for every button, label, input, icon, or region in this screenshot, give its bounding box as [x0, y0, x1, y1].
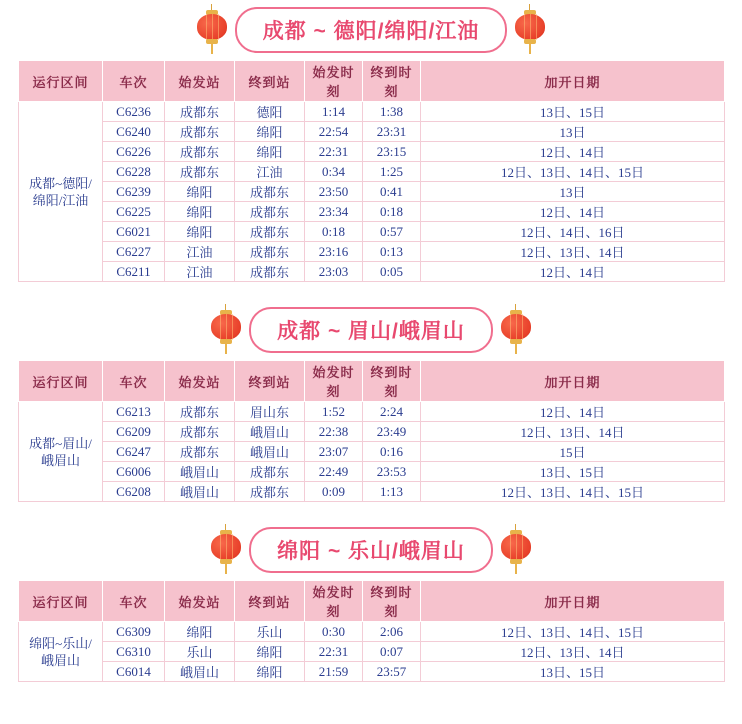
cell-dates: 12日、14日 [421, 202, 725, 222]
cell-from: 乐山 [165, 642, 235, 662]
section-2-title: 成都 ~ 眉山/峨眉山 [249, 307, 493, 353]
schedule-table-3 [18, 580, 725, 682]
cell-arrival: 0:18 [363, 202, 421, 222]
col-header-departure: 始发时刻 [305, 61, 363, 102]
table-row [19, 262, 725, 282]
cell-from: 绵阳 [165, 622, 235, 642]
cell-departure: 23:03 [305, 262, 363, 282]
region-line-1: 绵阳~乐山/ [29, 635, 92, 651]
cell-to: 成都东 [235, 482, 305, 502]
table-row [19, 462, 725, 482]
section-title-1 [0, 0, 742, 60]
col-header-departure: 始发时刻 [305, 581, 363, 622]
lantern-icon [209, 304, 243, 356]
cell-dates: 12日、14日 [421, 142, 725, 162]
col-header-from: 始发站 [165, 581, 235, 622]
table-row [19, 142, 725, 162]
cell-departure: 22:31 [305, 142, 363, 162]
cell-from: 成都东 [165, 442, 235, 462]
cell-from: 峨眉山 [165, 662, 235, 682]
col-header-train: 车次 [103, 61, 165, 102]
cell-train: C6228 [103, 162, 165, 182]
cell-dates: 15日 [421, 442, 725, 462]
cell-dates: 12日、13日、14日、15日 [421, 162, 725, 182]
schedule-table-2 [18, 360, 725, 502]
cell-train: C6213 [103, 402, 165, 422]
table-row [19, 482, 725, 502]
cell-arrival: 2:06 [363, 622, 421, 642]
cell-departure: 22:31 [305, 642, 363, 662]
region-line-1: 成都~德阳/ [29, 175, 92, 191]
cell-train: C6310 [103, 642, 165, 662]
col-header-region: 运行区间 [19, 361, 103, 402]
col-header-region: 运行区间 [19, 61, 103, 102]
cell-departure: 1:52 [305, 402, 363, 422]
cell-train: C6236 [103, 102, 165, 122]
table-row [19, 622, 725, 642]
cell-dates: 12日、13日、14日、15日 [421, 482, 725, 502]
schedule-table-1 [18, 60, 725, 282]
table-row [19, 442, 725, 462]
cell-from: 江油 [165, 262, 235, 282]
cell-departure: 23:07 [305, 442, 363, 462]
cell-arrival: 23:57 [363, 662, 421, 682]
cell-dates: 12日、13日、14日、15日 [421, 622, 725, 642]
lantern-icon [513, 4, 547, 56]
cell-dates: 13日、15日 [421, 102, 725, 122]
cell-departure: 0:09 [305, 482, 363, 502]
col-header-arrival: 终到时刻 [363, 61, 421, 102]
cell-from: 绵阳 [165, 222, 235, 242]
cell-departure: 0:18 [305, 222, 363, 242]
col-header-to: 终到站 [235, 361, 305, 402]
cell-train: C6225 [103, 202, 165, 222]
cell-dates: 12日、14日、16日 [421, 222, 725, 242]
table-header-row [19, 61, 725, 102]
cell-arrival: 0:16 [363, 442, 421, 462]
cell-arrival: 23:31 [363, 122, 421, 142]
cell-to: 眉山东 [235, 402, 305, 422]
region-line-1: 成都~眉山/ [29, 435, 92, 451]
cell-to: 成都东 [235, 242, 305, 262]
col-header-train: 车次 [103, 361, 165, 402]
table-wrap-2 [0, 360, 742, 502]
cell-to: 峨眉山 [235, 422, 305, 442]
cell-from: 绵阳 [165, 182, 235, 202]
cell-train: C6226 [103, 142, 165, 162]
cell-dates: 12日、13日、14日 [421, 422, 725, 442]
col-header-to: 终到站 [235, 61, 305, 102]
cell-from: 成都东 [165, 422, 235, 442]
cell-dates: 12日、13日、14日 [421, 642, 725, 662]
col-header-arrival: 终到时刻 [363, 581, 421, 622]
region-cell [19, 622, 103, 682]
section-title-3 [0, 520, 742, 580]
col-header-arrival: 终到时刻 [363, 361, 421, 402]
cell-train: C6014 [103, 662, 165, 682]
cell-from: 绵阳 [165, 202, 235, 222]
table-row [19, 202, 725, 222]
cell-from: 成都东 [165, 402, 235, 422]
cell-departure: 0:30 [305, 622, 363, 642]
cell-arrival: 1:38 [363, 102, 421, 122]
table-row [19, 662, 725, 682]
cell-train: C6247 [103, 442, 165, 462]
cell-departure: 0:34 [305, 162, 363, 182]
cell-to: 绵阳 [235, 122, 305, 142]
cell-train: C6209 [103, 422, 165, 442]
cell-dates: 12日、14日 [421, 262, 725, 282]
table-row [19, 422, 725, 442]
cell-dates: 13日 [421, 122, 725, 142]
table-row [19, 122, 725, 142]
cell-train: C6021 [103, 222, 165, 242]
table-header-row [19, 361, 725, 402]
section-title-2 [0, 300, 742, 360]
col-header-departure: 始发时刻 [305, 361, 363, 402]
cell-to: 绵阳 [235, 642, 305, 662]
cell-arrival: 2:24 [363, 402, 421, 422]
table-row [19, 242, 725, 262]
cell-to: 乐山 [235, 622, 305, 642]
col-header-dates: 加开日期 [421, 361, 725, 402]
cell-dates: 13日、15日 [421, 662, 725, 682]
cell-to: 绵阳 [235, 662, 305, 682]
table-wrap-3 [0, 580, 742, 682]
cell-arrival: 0:05 [363, 262, 421, 282]
col-header-from: 始发站 [165, 61, 235, 102]
cell-dates: 12日、14日 [421, 402, 725, 422]
cell-train: C6211 [103, 262, 165, 282]
lantern-icon [209, 524, 243, 576]
cell-to: 成都东 [235, 182, 305, 202]
cell-departure: 23:50 [305, 182, 363, 202]
cell-from: 江油 [165, 242, 235, 262]
col-header-dates: 加开日期 [421, 61, 725, 102]
cell-train: C6208 [103, 482, 165, 502]
section-3-title: 绵阳 ~ 乐山/峨眉山 [249, 527, 493, 573]
cell-arrival: 0:41 [363, 182, 421, 202]
cell-from: 峨眉山 [165, 462, 235, 482]
table-header-row [19, 581, 725, 622]
cell-from: 成都东 [165, 102, 235, 122]
cell-train: C6240 [103, 122, 165, 142]
cell-arrival: 0:57 [363, 222, 421, 242]
cell-train: C6227 [103, 242, 165, 262]
cell-from: 峨眉山 [165, 482, 235, 502]
table-row [19, 402, 725, 422]
cell-arrival: 0:13 [363, 242, 421, 262]
region-cell [19, 402, 103, 502]
cell-to: 成都东 [235, 262, 305, 282]
cell-from: 成都东 [165, 142, 235, 162]
col-header-train: 车次 [103, 581, 165, 622]
region-line-2: 峨眉山 [40, 452, 80, 468]
cell-departure: 22:49 [305, 462, 363, 482]
cell-to: 成都东 [235, 202, 305, 222]
col-header-to: 终到站 [235, 581, 305, 622]
cell-departure: 22:38 [305, 422, 363, 442]
cell-to: 绵阳 [235, 142, 305, 162]
cell-to: 江油 [235, 162, 305, 182]
cell-arrival: 23:49 [363, 422, 421, 442]
table-row [19, 162, 725, 182]
cell-to: 成都东 [235, 222, 305, 242]
cell-arrival: 1:13 [363, 482, 421, 502]
cell-departure: 21:59 [305, 662, 363, 682]
table-wrap-1 [0, 60, 742, 282]
cell-train: C6239 [103, 182, 165, 202]
cell-to: 成都东 [235, 462, 305, 482]
section-1-title: 成都 ~ 德阳/绵阳/江油 [235, 7, 508, 53]
cell-to: 德阳 [235, 102, 305, 122]
col-header-region: 运行区间 [19, 581, 103, 622]
table-row [19, 102, 725, 122]
table-row [19, 222, 725, 242]
cell-arrival: 23:15 [363, 142, 421, 162]
cell-arrival: 1:25 [363, 162, 421, 182]
lantern-icon [499, 524, 533, 576]
cell-arrival: 23:53 [363, 462, 421, 482]
cell-train: C6309 [103, 622, 165, 642]
lantern-icon [499, 304, 533, 356]
cell-departure: 23:34 [305, 202, 363, 222]
cell-departure: 1:14 [305, 102, 363, 122]
cell-dates: 13日 [421, 182, 725, 202]
region-line-2: 峨眉山 [40, 652, 80, 668]
cell-to: 峨眉山 [235, 442, 305, 462]
table-row [19, 642, 725, 662]
cell-dates: 12日、13日、14日 [421, 242, 725, 262]
cell-arrival: 0:07 [363, 642, 421, 662]
region-cell [19, 102, 103, 282]
cell-from: 成都东 [165, 162, 235, 182]
region-line-2: 绵阳/江油 [32, 192, 89, 208]
table-row [19, 182, 725, 202]
col-header-from: 始发站 [165, 361, 235, 402]
cell-dates: 13日、15日 [421, 462, 725, 482]
col-header-dates: 加开日期 [421, 581, 725, 622]
cell-train: C6006 [103, 462, 165, 482]
cell-from: 成都东 [165, 122, 235, 142]
cell-departure: 22:54 [305, 122, 363, 142]
lantern-icon [195, 4, 229, 56]
cell-departure: 23:16 [305, 242, 363, 262]
